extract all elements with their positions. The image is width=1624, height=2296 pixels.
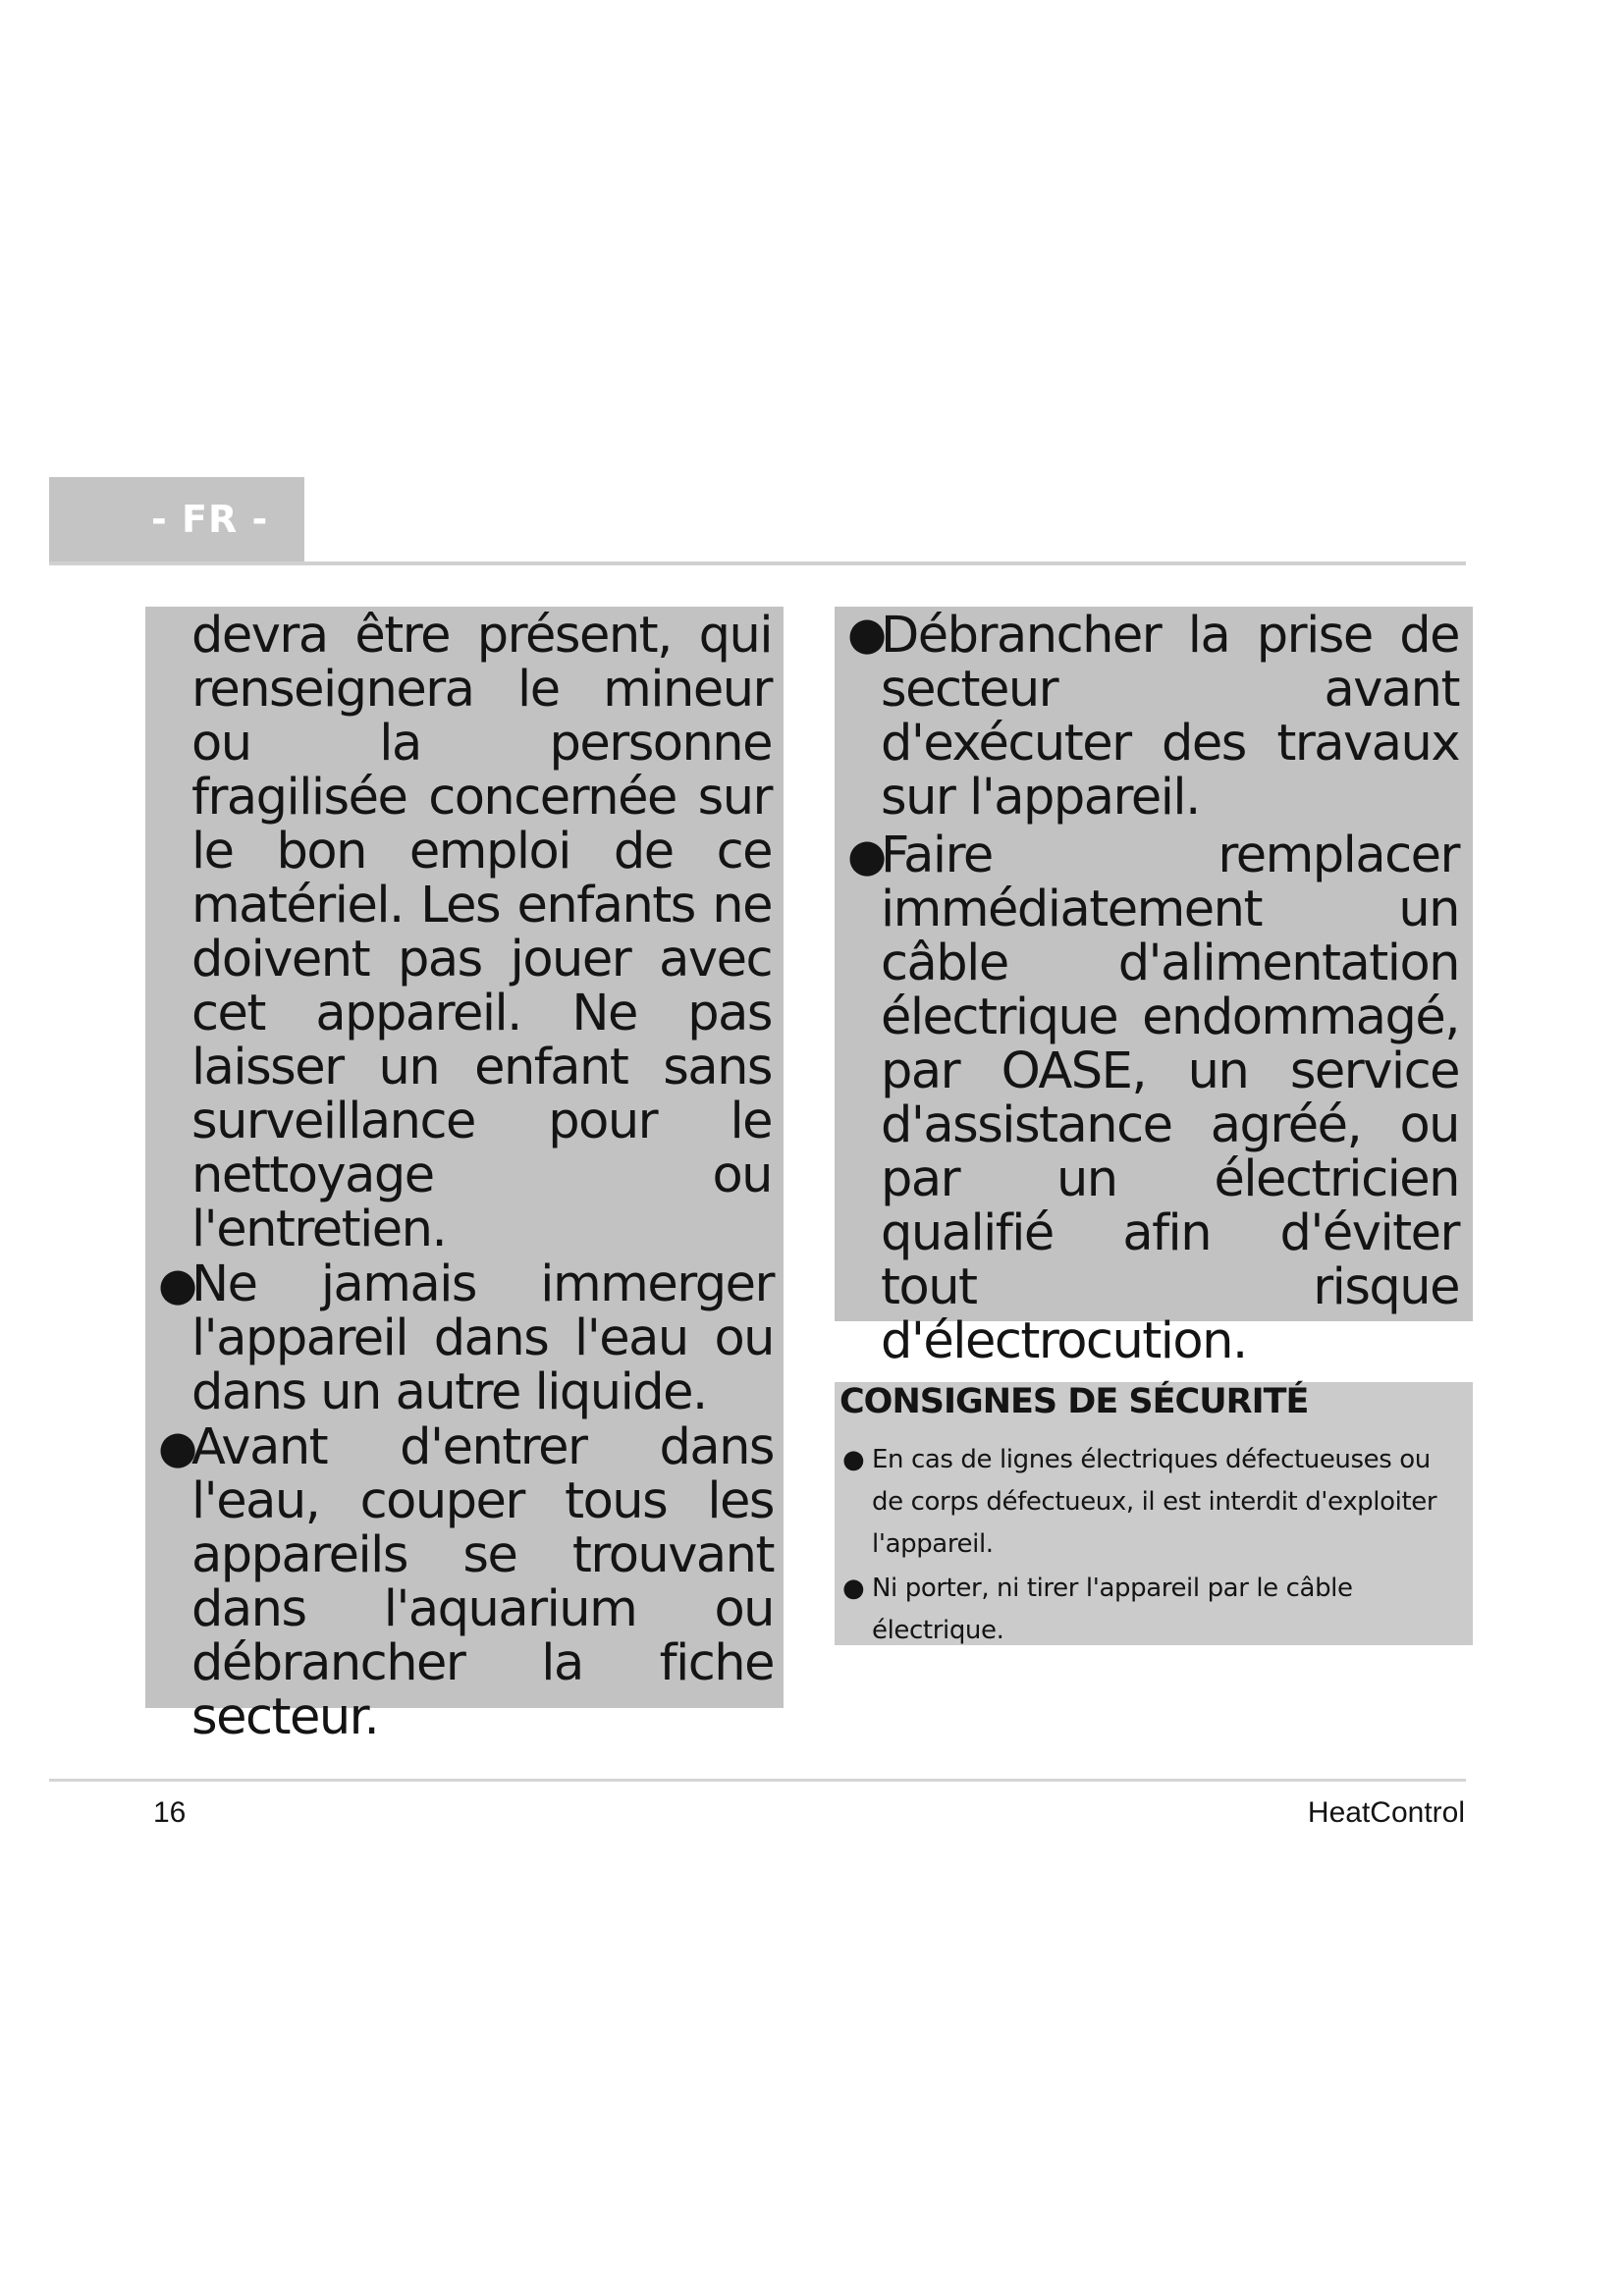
right-column — [835, 607, 1473, 1370]
bullet-text: Faire remplacer immédiatement un câble d'alimentation électrique endommagé, par OASE, un service d'assistance agréé, ou par un électricien qualifié afin d'éviter tout risque d'électrocution. — [881, 827, 1459, 1370]
bullet-item — [835, 828, 1473, 1368]
bullet-icon: ● — [158, 1257, 196, 1310]
header-divider — [49, 561, 1466, 565]
safety-item — [835, 1439, 1473, 1566]
bullet-item — [145, 1257, 784, 1419]
bullet-item — [835, 607, 1473, 825]
bullet-text: Débrancher la prise de secteur avant d'exécuter des travaux sur l'appareil. — [881, 607, 1459, 827]
safety-list — [835, 1439, 1473, 1652]
footer-divider — [49, 1779, 1466, 1782]
bullet-icon: ● — [847, 828, 886, 881]
product-name: HeatControl — [1307, 1796, 1465, 1829]
bullet-icon: ● — [842, 1574, 865, 1603]
safety-item-text: Ni porter, ni tirer l'appareil par le câble électrique. — [872, 1574, 1353, 1645]
bullet-icon: ● — [847, 607, 886, 660]
left-column — [145, 607, 784, 1746]
safety-item — [835, 1568, 1473, 1652]
bullet-item — [145, 1420, 784, 1744]
safety-instructions-box — [835, 1382, 1473, 1645]
bullet-icon: ● — [158, 1420, 196, 1473]
page-number: 16 — [153, 1796, 187, 1829]
bullet-icon: ● — [842, 1445, 865, 1474]
language-tab: - FR - — [49, 477, 304, 561]
bullet-text: Avant d'entrer dans l'eau, couper tous les appareils se trouvant dans l'aquarium ou débrancher la fiche secteur. — [191, 1418, 774, 1746]
continued-paragraph: devra être présent, qui renseignera le mineur ou la personne fragilisée concernée sur le bon emploi de ce matériel. Les enfants ne doivent pas jouer avec cet appareil. Ne pas laisser un enfant sans surveillance pour le nettoyage ou l'entretien. — [191, 607, 772, 1258]
safety-item-text: En cas de lignes électriques défectueuses ou de corps défectueux, il est interdit d'exploiter l'appareil. — [872, 1445, 1437, 1559]
bullet-text: Ne jamais immerger l'appareil dans l'eau ou dans un autre liquide. — [191, 1255, 774, 1421]
safety-title: CONSIGNES DE SÉCURITÉ — [839, 1382, 1309, 1421]
